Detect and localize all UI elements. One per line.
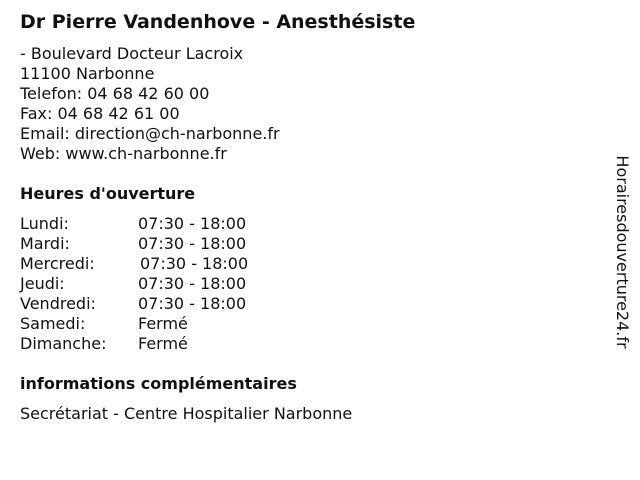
additional-info-heading: informations complémentaires bbox=[20, 374, 297, 393]
city-postal-code: 11100 Narbonne bbox=[20, 64, 155, 83]
email-address: Email: direction@ch-narbonne.fr bbox=[20, 124, 280, 143]
site-watermark: Horairesdouverture24.fr bbox=[613, 155, 632, 349]
hours-row-thursday bbox=[20, 274, 300, 294]
additional-info-text: Secrétariat - Centre Hospitalier Narbonne bbox=[20, 404, 353, 423]
website-address: Web: www.ch-narbonne.fr bbox=[20, 144, 227, 163]
time-range: Fermé bbox=[138, 314, 188, 333]
hours-row-wednesday bbox=[20, 254, 300, 274]
opening-hours-heading: Heures d'ouverture bbox=[20, 184, 196, 203]
day-label: Vendredi: bbox=[20, 294, 96, 313]
day-label: Dimanche: bbox=[20, 334, 107, 353]
day-label: Mardi: bbox=[20, 234, 70, 253]
time-range: 07:30 - 18:00 bbox=[138, 214, 247, 233]
street-address: - Boulevard Docteur Lacroix bbox=[20, 44, 244, 63]
day-label: Samedi: bbox=[20, 314, 86, 333]
address-block bbox=[20, 44, 280, 164]
hours-row-tuesday bbox=[20, 234, 300, 254]
day-label: Lundi: bbox=[20, 214, 69, 233]
opening-hours-list bbox=[20, 214, 300, 354]
day-label: Jeudi: bbox=[20, 274, 65, 293]
hours-row-sunday bbox=[20, 334, 300, 354]
time-range: 07:30 - 18:00 bbox=[138, 294, 247, 313]
time-range: 07:30 - 18:00 bbox=[138, 234, 247, 253]
time-range: Fermé bbox=[138, 334, 188, 353]
time-range: 07:30 - 18:00 bbox=[140, 254, 249, 273]
fax-number: Fax: 04 68 42 61 00 bbox=[20, 104, 180, 123]
time-range: 07:30 - 18:00 bbox=[138, 274, 247, 293]
page-title: Dr Pierre Vandenhove - Anesthésiste bbox=[20, 11, 416, 33]
day-label: Mercredi: bbox=[20, 254, 95, 273]
hours-row-saturday bbox=[20, 314, 300, 334]
hours-row-friday bbox=[20, 294, 300, 314]
hours-row-monday bbox=[20, 214, 300, 234]
phone-number: Telefon: 04 68 42 60 00 bbox=[20, 84, 210, 103]
